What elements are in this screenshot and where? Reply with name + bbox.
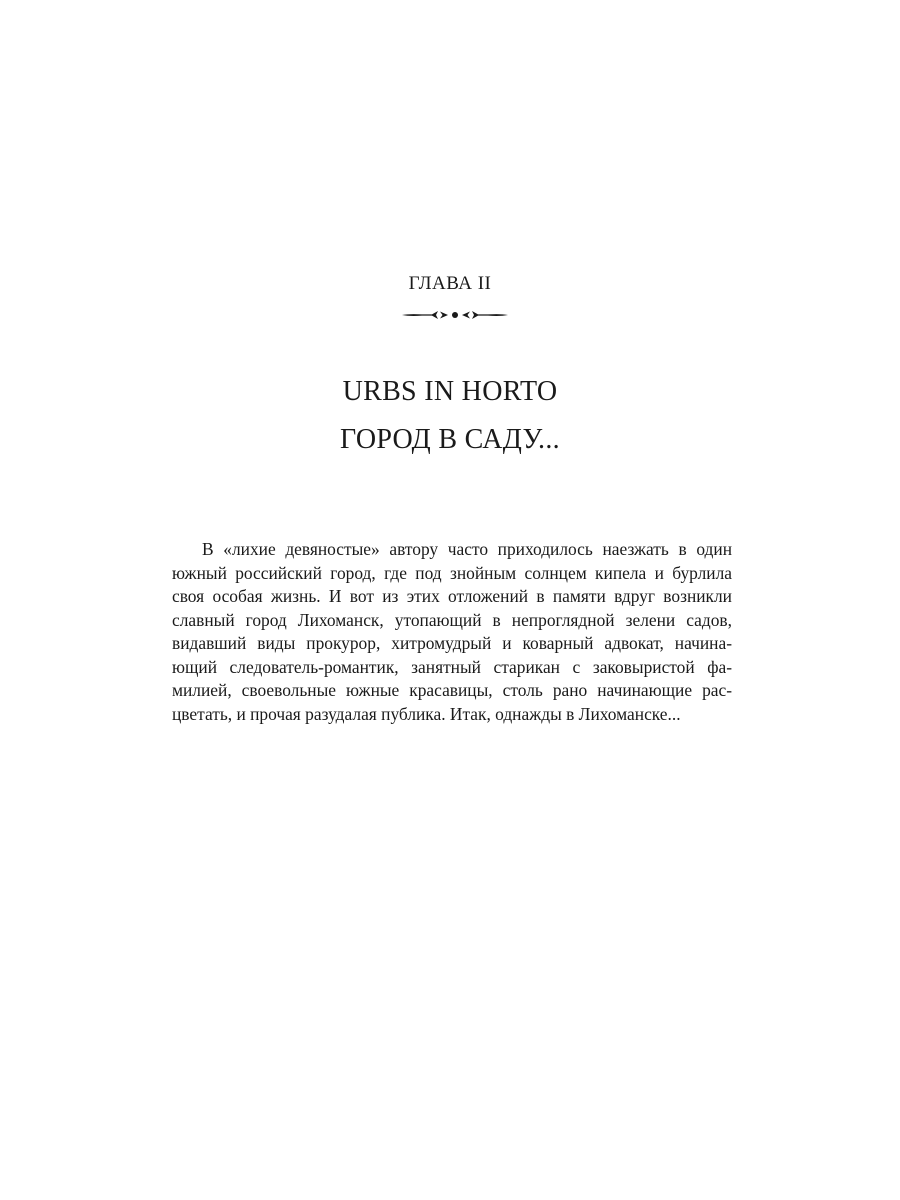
paragraph-line: милией, своевольные южные красавицы, столь рано начинающие рас- [172, 680, 732, 700]
title-russian: ГОРОД В САДУ... [340, 424, 560, 455]
paragraph-line: В «лихие девяностые» автору часто приходилось наезжать в один [202, 539, 732, 559]
paragraph-line: видавший виды прокурор, хитромудрый и коварный адвокат, начина- [172, 633, 732, 653]
ornament-divider-icon [402, 308, 508, 322]
paragraph [172, 538, 732, 726]
paragraph-line: цветать, и прочая разудалая публика. Итак, однажды в Лихоманске... [172, 703, 681, 724]
paragraph-line: ющий следователь-романтик, занятный старикан с заковыристой фа- [172, 656, 732, 677]
paragraph-line: славный город Лихоманск, утопающий в непроглядной зелени садов, [172, 609, 732, 630]
paragraph-line: своя особая жизнь. И вот из этих отложений в памяти вдруг возникли [172, 586, 732, 606]
title-latin: URBS IN HORTO [342, 376, 558, 407]
paragraph-line: южный российский город, где под знойным солнцем кипела и бурлила [172, 562, 732, 583]
chapter-label: ГЛАВА II [408, 273, 492, 294]
